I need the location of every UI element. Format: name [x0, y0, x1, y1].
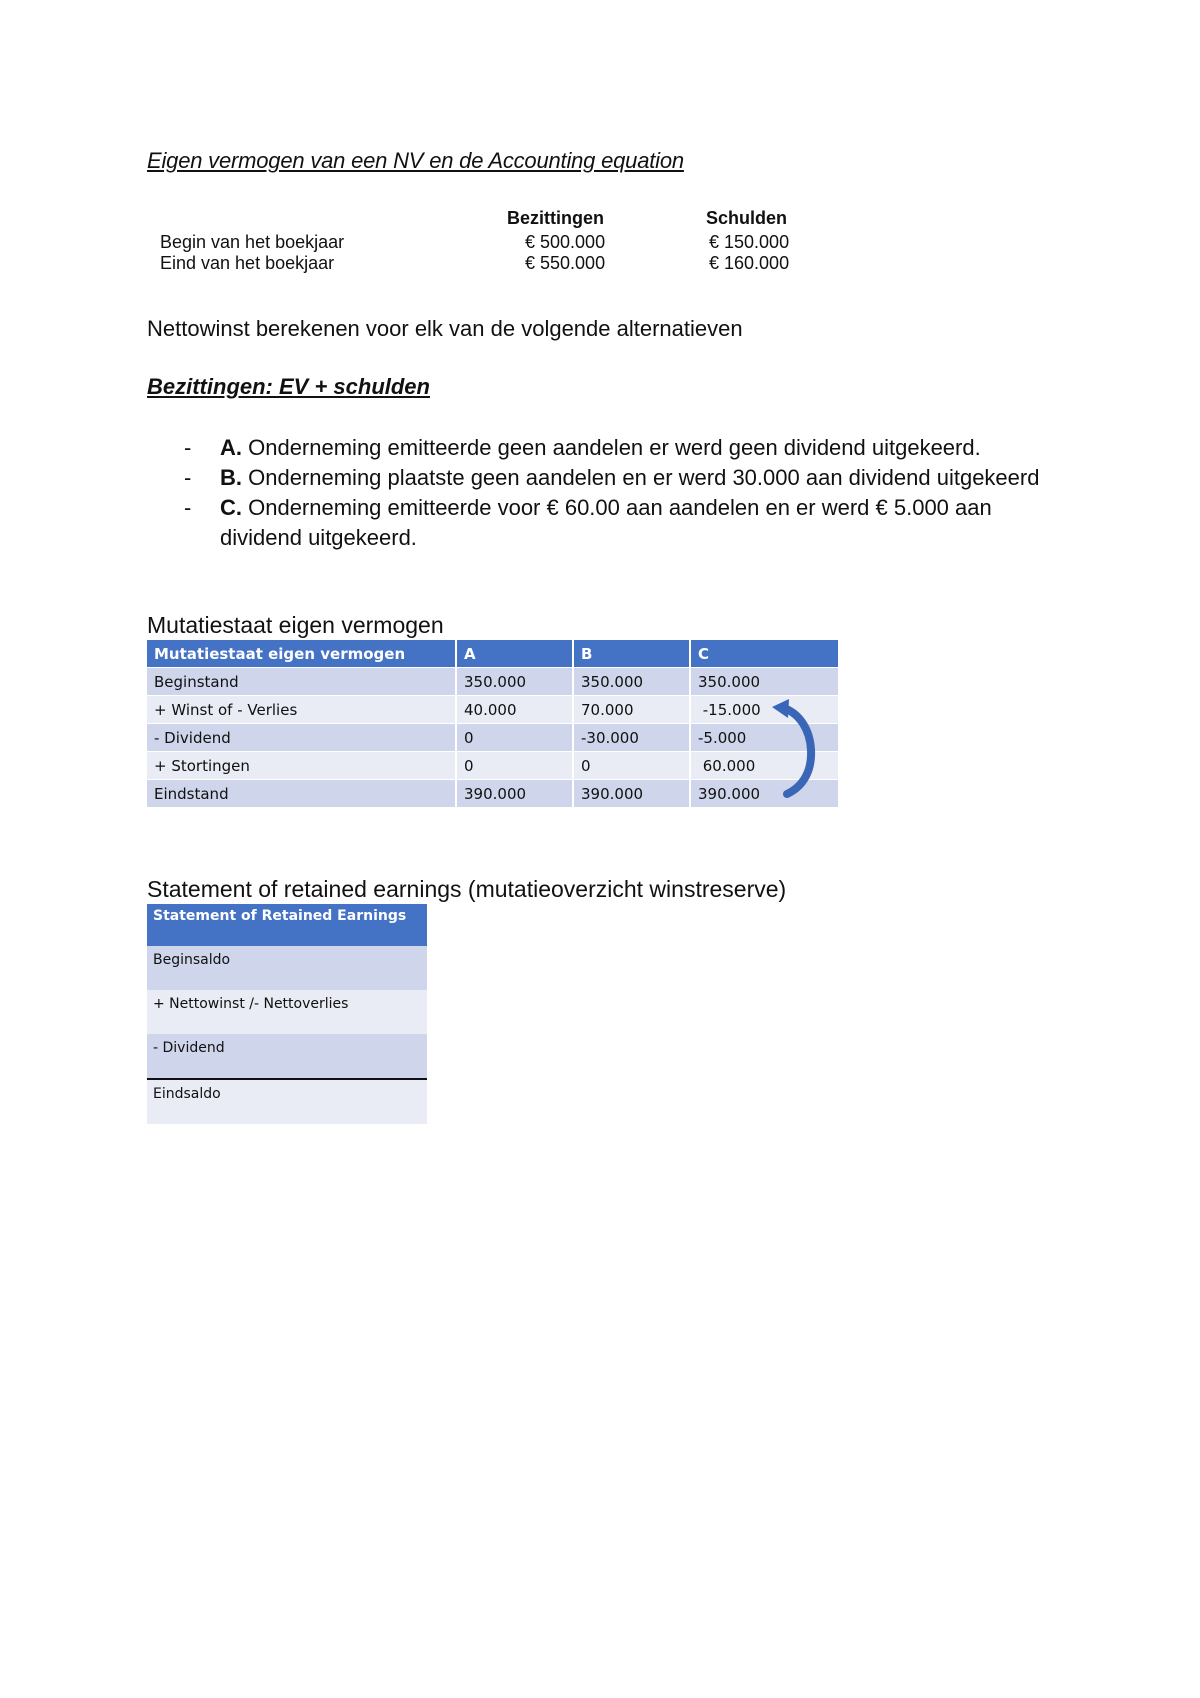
- table-cell: -30.000: [574, 724, 691, 752]
- header-schulden: Schulden: [706, 208, 788, 228]
- table-header-row: [147, 640, 840, 668]
- table-cell: 70.000: [574, 696, 691, 724]
- table-row: [147, 752, 840, 780]
- alternative-text: Onderneming emitteerde voor € 60.00 aan aandelen en er werd € 5.000 aan dividend uitgekeerd.: [220, 495, 992, 550]
- table-cell: 390.000: [574, 780, 691, 808]
- accounting-row-label: Eind van het boekjaar: [160, 253, 335, 273]
- bezittingen-heading: Bezittingen: EV + schulden: [147, 374, 430, 399]
- retained-earnings-title: Statement of retained earnings (mutatieoverzicht winstreserve): [147, 876, 787, 902]
- table-cell: 350.000: [457, 668, 574, 696]
- accounting-row-label: Begin van het boekjaar: [160, 232, 345, 252]
- table-cell: + Stortingen: [147, 752, 457, 780]
- table-cell: 350.000: [574, 668, 691, 696]
- alternative-letter: A.: [220, 435, 242, 460]
- table-row: [147, 668, 840, 696]
- table-cell: 0: [457, 752, 574, 780]
- table-cell: -15.000: [691, 696, 840, 724]
- header-bezittingen: Bezittingen: [507, 208, 604, 228]
- table-row: [147, 990, 427, 1034]
- table-cell: -5.000: [691, 724, 840, 752]
- mutatiestaat-table: [147, 640, 840, 808]
- alternative-text: Onderneming emitteerde geen aandelen er werd geen dividend uitgekeerd.: [242, 435, 981, 460]
- table-cell: 0: [457, 724, 574, 752]
- mutatiestaat-title: Mutatiestaat eigen vermogen: [147, 612, 444, 638]
- table-cell: + Nettowinst /- Nettoverlies: [147, 990, 427, 1034]
- table-row: [147, 1079, 427, 1124]
- table-row: [147, 1034, 427, 1079]
- table-row: [147, 780, 840, 808]
- list-item: [147, 493, 1067, 553]
- table-header-cell: A: [457, 640, 574, 668]
- table-cell: Beginstand: [147, 668, 457, 696]
- table-cell: 40.000: [457, 696, 574, 724]
- alternatives-list: [147, 433, 1067, 553]
- table-header-row: [147, 904, 427, 946]
- table-header-cell: B: [574, 640, 691, 668]
- alternative-letter: B.: [220, 465, 242, 490]
- table-header-cell: Statement of Retained Earnings: [147, 904, 427, 946]
- table-cell: Eindsaldo: [147, 1079, 427, 1124]
- table-row: [147, 696, 840, 724]
- table-cell: Eindstand: [147, 780, 457, 808]
- table-cell: - Dividend: [147, 1034, 427, 1079]
- table-row: [147, 724, 840, 752]
- alternative-text: Onderneming plaatste geen aandelen en er werd 30.000 aan dividend uitgekeerd: [242, 465, 1040, 490]
- table-header-cell: C: [691, 640, 840, 668]
- accounting-row-bezittingen: € 500.000: [525, 232, 606, 252]
- list-item: [147, 463, 1067, 493]
- bullet-dash: -: [184, 465, 192, 490]
- retained-earnings-table: [147, 904, 427, 1124]
- table-cell: 390.000: [457, 780, 574, 808]
- table-cell: 60.000: [691, 752, 840, 780]
- table-cell: + Winst of - Verlies: [147, 696, 457, 724]
- accounting-row-schulden: € 160.000: [709, 253, 790, 273]
- table-cell: 390.000: [691, 780, 840, 808]
- accounting-row-bezittingen: € 550.000: [525, 253, 606, 273]
- document-title: Eigen vermogen van een NV en de Accounting equation: [147, 148, 684, 173]
- accounting-row-schulden: € 150.000: [709, 232, 790, 252]
- instruction-text: Nettowinst berekenen voor elk van de volgende alternatieven: [147, 316, 743, 341]
- alternative-letter: C.: [220, 495, 242, 520]
- table-cell: 0: [574, 752, 691, 780]
- list-item: [147, 433, 1067, 463]
- table-cell: Beginsaldo: [147, 946, 427, 990]
- curved-arrow-icon: [770, 698, 820, 798]
- table-cell: 350.000: [691, 668, 840, 696]
- bullet-dash: -: [184, 495, 192, 520]
- table-row: [147, 946, 427, 990]
- table-cell: - Dividend: [147, 724, 457, 752]
- table-header-cell: Mutatiestaat eigen vermogen: [147, 640, 457, 668]
- bullet-dash: -: [184, 435, 192, 460]
